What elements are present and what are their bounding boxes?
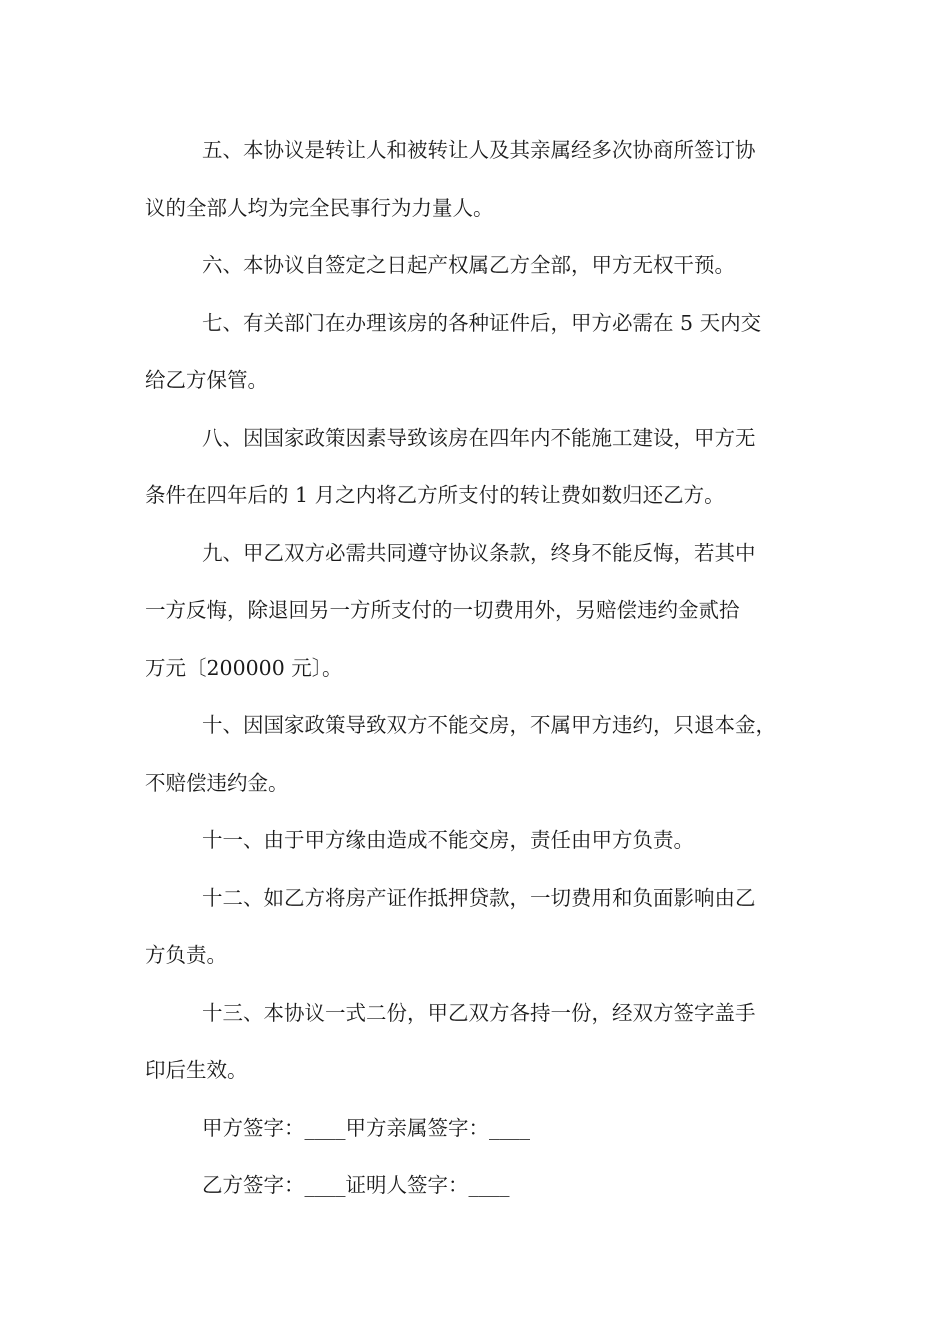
clause-13-line-1: 十三、本协议一式二份，甲乙双方各持一份，经双方签字盖手 bbox=[202, 1000, 756, 1025]
clause-6 bbox=[145, 237, 835, 295]
clause-7-line-2: 给乙方保管。 bbox=[145, 368, 268, 392]
clause-8 bbox=[145, 410, 835, 525]
clause-12 bbox=[145, 870, 835, 985]
clause-8-line-1: 八、因国家政策因素导致该房在四年内不能施工建设，甲方无 bbox=[202, 425, 756, 450]
clause-9 bbox=[145, 525, 835, 698]
clause-11 bbox=[145, 812, 835, 870]
clause-9-line-1: 九、甲乙双方必需共同遵守协议条款，终身不能反悔，若其中 bbox=[202, 540, 756, 565]
clause-9-line-2: 一方反悔，除退回另一方所支付的一切费用外，另赔偿违约金贰拾 bbox=[145, 598, 740, 622]
signature-row-party-b: 乙方签字：____证明人签字：____ bbox=[202, 1173, 510, 1197]
clause-5 bbox=[145, 122, 835, 237]
clause-13 bbox=[145, 985, 835, 1100]
clause-10-line-1: 十、因国家政策导致双方不能交房，不属甲方违约，只退本金， bbox=[202, 713, 776, 737]
clause-8-line-2: 条件在四年后的 1 月之内将乙方所支付的转让费如数归还乙方。 bbox=[145, 483, 725, 507]
document-body bbox=[145, 122, 835, 1215]
signature-row-party-a: 甲方签字：____甲方亲属签字：____ bbox=[202, 1115, 530, 1140]
clause-11-line-1: 十一、由于甲方缘由造成不能交房，责任由甲方负责。 bbox=[202, 828, 694, 852]
clause-7-line-1: 七、有关部门在办理该房的各种证件后，甲方必需在 5 天内交 bbox=[202, 310, 762, 335]
clause-5-line-2: 议的全部人均为完全民事行为力量人。 bbox=[145, 195, 494, 220]
clause-6-line-1: 六、本协议自签定之日起产权属乙方全部，甲方无权干预。 bbox=[202, 253, 735, 277]
clause-12-line-2: 方负责。 bbox=[145, 943, 227, 967]
clause-9-line-3: 万元〔200000 元〕。 bbox=[145, 655, 343, 680]
signature-block bbox=[145, 1100, 835, 1215]
clause-5-line-1: 五、本协议是转让人和被转让人及其亲属经多次协商所签订协 bbox=[202, 138, 756, 162]
clause-13-line-2: 印后生效。 bbox=[145, 1058, 248, 1082]
clause-7 bbox=[145, 295, 835, 410]
clause-12-line-1: 十二、如乙方将房产证作抵押贷款，一切费用和负面影响由乙 bbox=[202, 885, 756, 910]
clause-10-line-2: 不赔偿违约金。 bbox=[145, 770, 289, 795]
clause-10 bbox=[145, 697, 835, 812]
